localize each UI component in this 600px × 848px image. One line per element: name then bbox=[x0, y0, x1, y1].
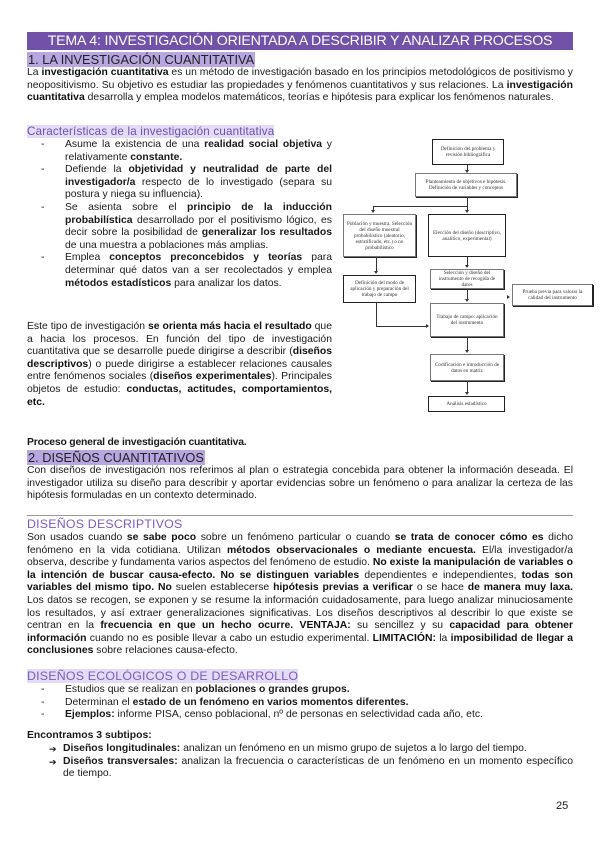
section-2-heading: 2. DISEÑOS CUANTITATIVOS bbox=[28, 450, 204, 465]
flow-box-fieldprep: Definición del modo de aplicación y preparación del trabajo de campo bbox=[343, 275, 416, 303]
list-item: - Emplea conceptos preconcebidos y teorías para determinar qué datos van a ser recolectados y emplea métodos estadísticos para analizar los datos. bbox=[65, 252, 332, 290]
orientation-paragraph: Este tipo de investigación se orienta más hacia el resultado que a hacia los procesos. En función del tipo de investigación cuantitativa que se desarrolle puede dirigirse a describir (diseños descriptivos) o puede dirigirse a establecer relaciones causales entre fenómenos sociales (diseños experimentales). Principales objetos de estudio: conductas, actitudes, comportamientos, etc. bbox=[27, 321, 332, 408]
list-item: ➔ Diseños longitudinales: analizan un fenómeno en un mismo grupo de sujetos a lo largo del tiempo. bbox=[63, 743, 573, 756]
page-title: TEMA 4: INVESTIGACIÓN ORIENTADA A DESCRIBIR Y ANALIZAR PROCESOS bbox=[27, 32, 573, 50]
list-item: - Determinan el estado de un fenómeno en varios momentos diferentes. bbox=[65, 697, 573, 710]
list-item: - Defiende la objetividad y neutralidad de parte del investigador/a respecto de lo investigado (separa su postura y niega su influencia). bbox=[65, 164, 332, 202]
flow-box-problem: Definición del problema y revisión bibliográfica bbox=[432, 139, 504, 165]
page-number: 25 bbox=[556, 800, 569, 812]
figure-caption: Proceso general de investigación cuantitativa. bbox=[27, 437, 247, 448]
section-1-intro: La investigación cuantitativa es un método de investigación basado en los principios metodológicos de positivismo y neopositivismo. Su objetivo es estudiar las propiedades y fenómenos cuantitativos y sus relaciones. La investigación cuantitativa desarrolla y emplea modelos matemáticos, teorías e hipótesis para explicar los fenómenos naturales. bbox=[27, 67, 573, 104]
ecological-designs-heading: DISEÑOS ECOLÓGICOS O DE DESARROLLO bbox=[27, 669, 299, 683]
list-item: - Asume la existencia de una realidad social objetiva y relativamente constante. bbox=[65, 139, 332, 164]
flow-box-hypothesis: Planteamiento de objetivos e hipótesis. Definición de variables y conceptos bbox=[415, 173, 517, 197]
list-item: - Se asienta sobre el principio de la inducción probabilística desarrollado por el positivismo lógico, es decir sobre la posibilidad de generalizar los resultados de una muestra a poblaciones más amplias. bbox=[65, 202, 332, 252]
flow-box-population: Población y muestra. Selección del diseño muestral probabilístico (aleatorio, estratificado, etc.) o no probabilístico bbox=[343, 214, 416, 257]
list-item: ➔ Diseños transversales: analizan la frecuencia o características de un fenómeno en un momento específico de tiempo. bbox=[63, 756, 573, 781]
flow-box-pretest: Prueba previa para valorar la calidad del instrumento bbox=[512, 284, 593, 306]
flow-box-coding: Codificación e introducción de datos en matriz bbox=[430, 354, 504, 381]
flow-box-instrument: Selección y diseño del instrumento de recogida de datos bbox=[430, 269, 504, 289]
flow-box-fieldwork: Trabajo de campo: aplicación del instrumento bbox=[430, 303, 504, 337]
ecological-designs-list bbox=[65, 684, 573, 722]
descriptive-designs-body: Son usados cuando se sabe poco sobre un fenómeno particular o cuando se trata de conocer cómo es dicho fenómeno en la vida cotidiana. Utilizan métodos observacionales o mediante encuesta. El/la investigador/a observa, describe y fundamenta varios aspectos del fenómeno de estudio. No existe la manipulación de variables o la intención de buscar causa-efecto. No se distinguen variables dependientes e independientes, todas son variables del mismo tipo. No suelen establecerse hipótesis previas a verificar o se hace de manera muy laxa. Los datos se recogen, se exponen y se resume la información cuidadosamente, para luego analizar minuciosamente los resultados, y así extraer generalizaciones significativas. Los diseños descriptivos al describir lo que existe se centran en la frecuencia en que un hecho ocurre. VENTAJA: su sencillez y su capacidad para obtener información cuando no es posible llevar a cabo un estudio experimental. LIMITACIÓN: la imposibilidad de llegar a conclusiones sobre relaciones causa-efecto. bbox=[27, 532, 574, 657]
subtypes-label: Encontramos 3 subtipos: bbox=[27, 730, 152, 741]
list-item: - Ejemplos: informe PISA, censo poblacional, nº de personas en selectividad cada año, etc. bbox=[65, 709, 573, 722]
list-item: - Estudios que se realizan en poblaciones o grandes grupos. bbox=[65, 684, 573, 697]
descriptive-designs-heading: DISEÑOS DESCRIPTIVOS bbox=[27, 517, 183, 531]
characteristics-heading: Características de la investigación cuantitativa bbox=[27, 125, 275, 138]
characteristics-list bbox=[65, 139, 332, 290]
section-2-intro: Con diseños de investigación nos referimos al plan o estrategia concebida para obtener la información deseada. El investigador utiliza su diseño para describir y aportar evidencias sobre un fenómeno o para analizar la certeza de las hipótesis formuladas en un contexto determinado. bbox=[27, 465, 573, 502]
flow-box-design: Elección del diseño (descriptivo, analítico, experimental) bbox=[428, 214, 506, 257]
subtypes-list bbox=[63, 743, 573, 781]
section-1-heading: 1. LA INVESTIGACIÓN CUANTITATIVA bbox=[28, 52, 255, 67]
section-divider bbox=[27, 515, 573, 516]
flow-box-analysis: Análisis estadístico bbox=[428, 396, 505, 412]
